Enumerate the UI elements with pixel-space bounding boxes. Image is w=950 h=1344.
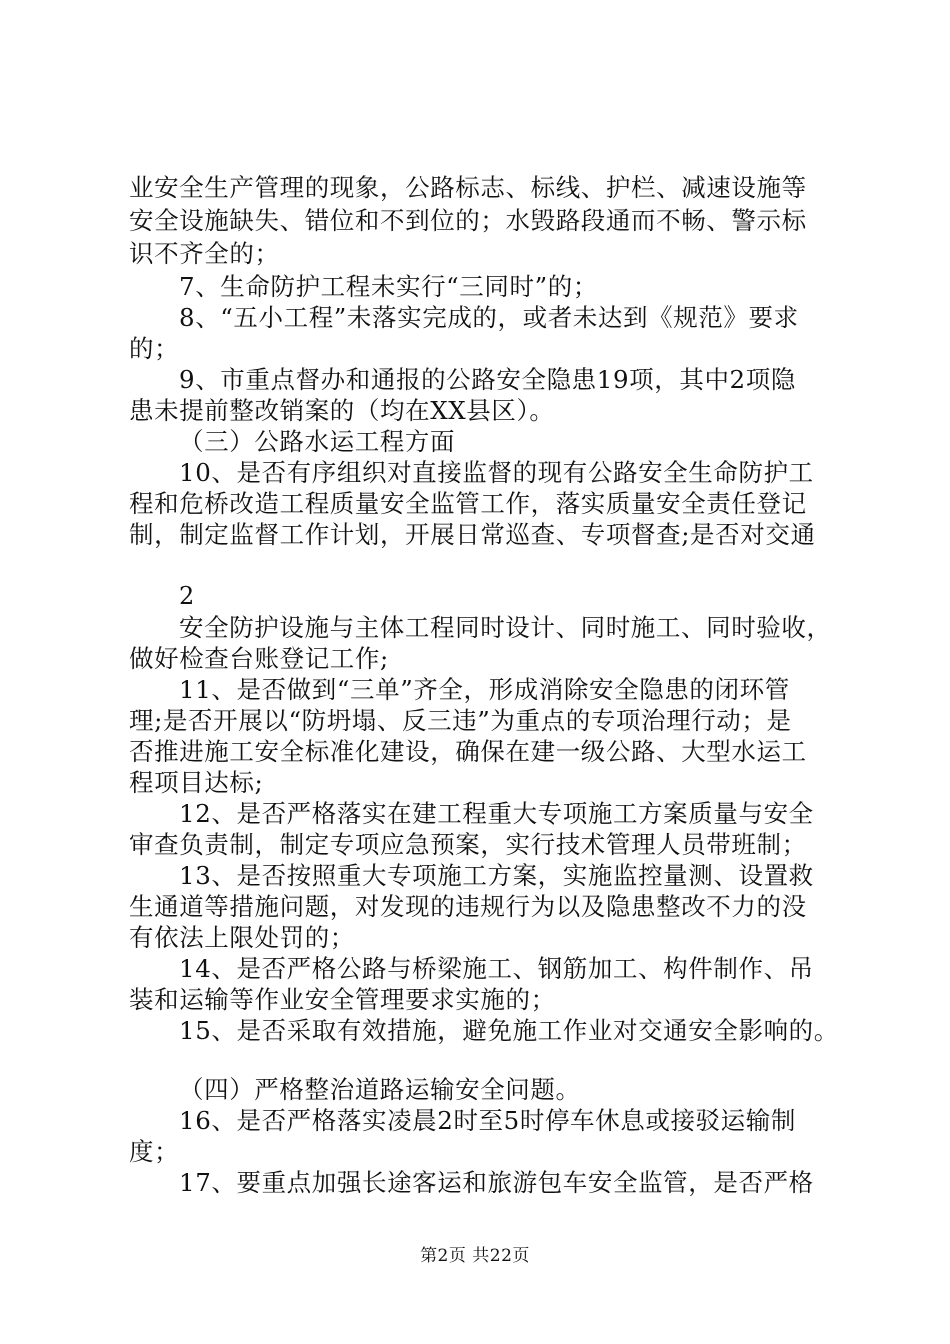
text-line: 17、要重点加强长途客运和旅游包车安全监管，是否严格: [179, 1168, 814, 1197]
text-line: 生通道等措施问题，对发现的违规行为以及隐患整改不力的没: [129, 892, 807, 921]
text-line: 8、“五小工程”未落实完成的，或者未达到《规范》要求: [179, 303, 799, 332]
text-line: 16、是否严格落实凌晨2时至5时停车休息或接驳运输制: [179, 1106, 796, 1135]
section-heading: （四）严格整治道路运输安全问题。: [179, 1075, 581, 1104]
text-line: 识不齐全的；: [129, 239, 280, 268]
text-line: 安全防护设施与主体工程同时设计、同时施工、同时验收，: [179, 613, 832, 642]
text-line: 11、是否做到“三单”齐全，形成消除安全隐患的闭环管: [179, 675, 790, 704]
text-line: 做好检查台账登记工作;: [129, 644, 389, 673]
text-line: 14、是否严格公路与桥梁施工、钢筋加工、构件制作、吊: [179, 954, 814, 983]
text-line: 审查负责制，制定专项应急预案，实行技术管理人员带班制；: [129, 830, 807, 859]
text-line: 业安全生产管理的现象，公路标志、标线、护栏、减速设施等: [129, 173, 807, 202]
text-line: 13、是否按照重大专项施工方案，实施监控量测、设置救: [179, 861, 814, 890]
text-line: 程和危桥改造工程质量安全监管工作，落实质量安全责任登记: [129, 489, 807, 518]
text-line: 15、是否采取有效措施，避免施工作业对交通安全影响的。: [179, 1016, 839, 1045]
text-line: 患未提前整改销案的（均在XX县区）。: [129, 396, 555, 425]
page-marker: 2: [179, 582, 195, 610]
text-line: 10、是否有序组织对直接监督的现有公路安全生命防护工: [179, 458, 814, 487]
text-line: 制，制定监督工作计划，开展日常巡查、专项督查;是否对交通: [129, 520, 816, 549]
text-line: 装和运输等作业安全管理要求实施的；: [129, 985, 556, 1014]
text-line: 7、生命防护工程未实行“三同时”的；: [179, 272, 598, 301]
text-line: 理;是否开展以“防坍塌、反三违”为重点的专项治理行动；是: [129, 706, 792, 735]
text-line: 9、市重点督办和通报的公路安全隐患19项，其中2项隐: [179, 365, 796, 394]
text-line: 安全设施缺失、错位和不到位的；水毁路段通而不畅、警示标: [129, 206, 807, 235]
text-line: 的；: [129, 334, 180, 363]
page-footer: 第2页 共22页: [420, 1246, 530, 1266]
text-line: 度；: [129, 1137, 180, 1166]
text-line: 否推进施工安全标准化建设，确保在建一级公路、大型水运工: [129, 737, 807, 766]
text-line: 12、是否严格落实在建工程重大专项施工方案质量与安全: [179, 799, 814, 828]
text-line: 程项目达标;: [129, 768, 264, 797]
section-heading: （三）公路水运工程方面: [179, 427, 456, 456]
text-line: 有依法上限处罚的；: [129, 923, 355, 952]
